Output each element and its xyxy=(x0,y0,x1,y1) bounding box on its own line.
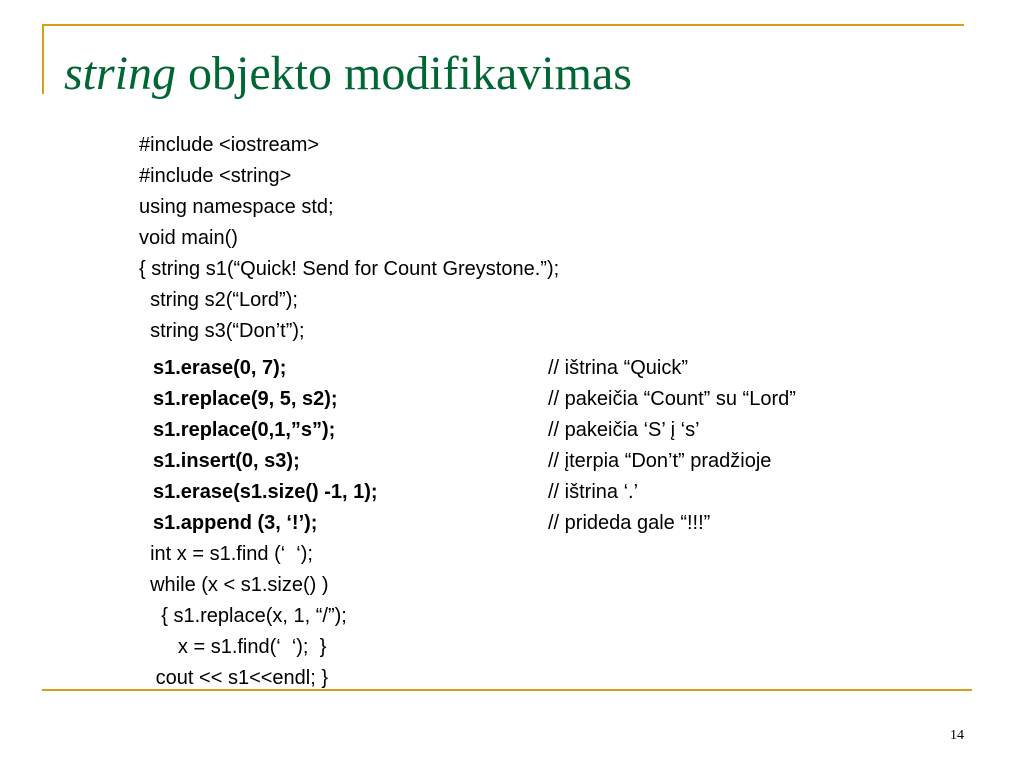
code-statement: s1.erase(0, 7); xyxy=(153,357,287,379)
frame-bottom-rule xyxy=(42,689,972,691)
slide-title-rest: objekto modifikavimas xyxy=(176,47,632,100)
code-comment: // ištrina “Quick” xyxy=(548,357,689,379)
code-line: #include <iostream> xyxy=(139,134,320,156)
code-line: void main() xyxy=(139,227,238,249)
code-line: { string s1(“Quick! Send for Count Greystone.”); xyxy=(139,258,560,280)
frame-top-rule xyxy=(42,24,964,26)
code-line: while (x < s1.size() ) xyxy=(139,574,329,596)
commented-code-row xyxy=(139,384,999,415)
code-line: x = s1.find(‘ ‘); } xyxy=(139,636,327,658)
commented-code-row xyxy=(139,508,999,539)
code-comment: // prideda gale “!!!” xyxy=(548,512,711,534)
code-comment: // įterpia “Don’t” pradžioje xyxy=(548,450,772,472)
code-comment: // pakeičia “Count” su “Lord” xyxy=(548,388,796,410)
slide-title xyxy=(64,42,632,106)
code-line: string s3(“Don’t”); xyxy=(139,320,305,342)
code-comment: // ištrina ‘.’ xyxy=(548,481,639,503)
commented-code-row xyxy=(139,446,999,477)
code-line: { s1.replace(x, 1, “/”); xyxy=(139,605,347,627)
code-statement: s1.replace(0,1,”s”); xyxy=(153,419,336,441)
code-statement: s1.erase(s1.size() -1, 1); xyxy=(153,481,378,503)
code-line: string s2(“Lord”); xyxy=(139,289,298,311)
code-statement: s1.replace(9, 5, s2); xyxy=(153,388,338,410)
code-line: using namespace std; xyxy=(139,196,334,218)
code-listing xyxy=(139,130,999,694)
code-statement: s1.insert(0, s3); xyxy=(153,450,300,472)
code-line: cout << s1<<endl; } xyxy=(139,667,329,689)
code-line: #include <string> xyxy=(139,165,292,187)
code-statement: s1.append (3, ‘!’); xyxy=(153,512,318,534)
commented-code-row xyxy=(139,353,999,384)
slide-title-italic: string xyxy=(64,47,177,100)
commented-code-row xyxy=(139,415,999,446)
code-line: int x = s1.find (‘ ‘); xyxy=(139,543,313,565)
slide-number: 14 xyxy=(950,728,964,743)
frame-left-rule xyxy=(42,24,44,94)
code-comment: // pakeičia ‘S’ į ‘s’ xyxy=(548,419,700,441)
commented-code-row xyxy=(139,477,999,508)
